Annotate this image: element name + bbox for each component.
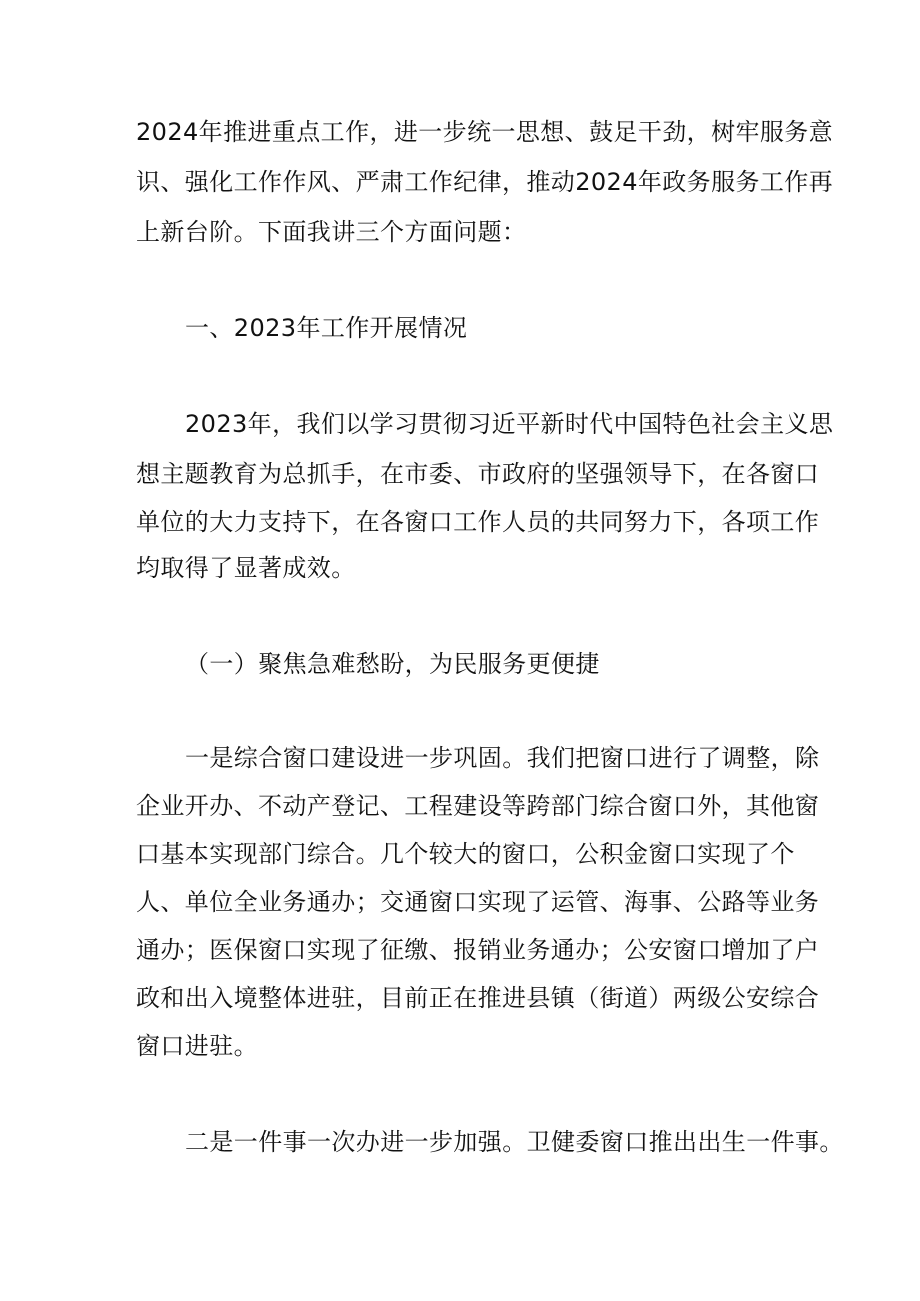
subsection-heading: （一）聚焦急难愁盼，为民服务更便捷 — [185, 650, 600, 678]
intro-line-2: 识、强化工作作风、严肃工作纪律，推动2024年政务服务工作再 — [136, 168, 834, 196]
section-paragraph-line-4: 均取得了显著成效。 — [136, 554, 356, 582]
point1-line-6: 政和出入境整体进驻，目前正在推进县镇（街道）两级公安综合 — [136, 984, 820, 1012]
point1-line-5: 通办；医保窗口实现了征缴、报销业务通办；公安窗口增加了户 — [136, 936, 820, 964]
section-paragraph-line-2: 想主题教育为总抓手，在市委、市政府的坚强领导下，在各窗口 — [136, 460, 820, 488]
point1-line-3: 口基本实现部门综合。几个较大的窗口，公积金窗口实现了个 — [136, 840, 795, 868]
intro-line-3: 上新台阶。下面我讲三个方面问题： — [136, 218, 527, 246]
point1-line-7: 窗口进驻。 — [136, 1032, 258, 1060]
point1-line-1: 一是综合窗口建设进一步巩固。我们把窗口进行了调整，除 — [185, 744, 820, 772]
point1-line-4: 人、单位全业务通办；交通窗口实现了运管、海事、公路等业务 — [136, 888, 820, 916]
section-heading: 一、2023年工作开展情况 — [185, 314, 468, 342]
section-paragraph-line-3: 单位的大力支持下，在各窗口工作人员的共同努力下，各项工作 — [136, 508, 820, 536]
section-paragraph-line-1: 2023年，我们以学习贯彻习近平新时代中国特色社会主义思 — [185, 410, 834, 438]
intro-line-1: 2024年推进重点工作，进一步统一思想、鼓足干劲，树牢服务意 — [136, 118, 834, 146]
point2-line-1: 二是一件事一次办进一步加强。卫健委窗口推出出生一件事。 — [185, 1128, 844, 1156]
point1-line-2: 企业开办、不动产登记、工程建设等跨部门综合窗口外，其他窗 — [136, 792, 820, 820]
